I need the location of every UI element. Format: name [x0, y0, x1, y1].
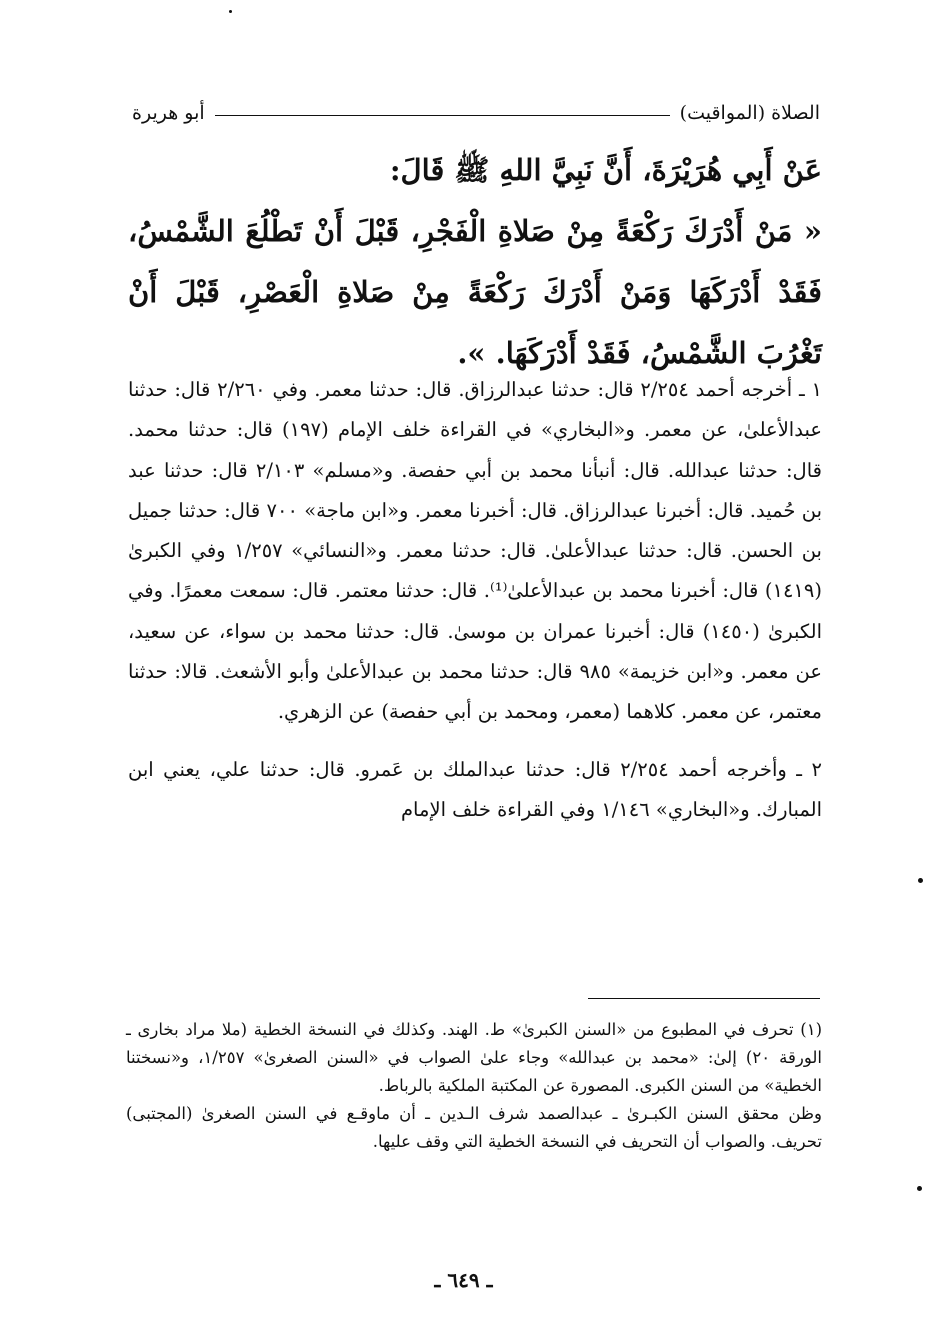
page-number: ـ ٦٤٩ ـ	[434, 1268, 493, 1292]
hadith-intro: عَنْ أَبِي هُرَيْرَةَ، أَنَّ نَبِيَّ اللهِ ﷺ قَالَ:	[389, 153, 822, 187]
hadith-text-block	[128, 140, 822, 384]
footnote-1: (١) تحرف في المطبوع من «السنن الكبرىٰ» ط. الهند. وكذلك في النسخة الخطية (ملا مراد بخارى ـ الورقة ٢٠) إلىٰ: «محمد بن عبدالله» وجاء علىٰ الصواب في «السنن الصغرىٰ» ١/٢٥٧، و«نسختنا الخطية» من السنن الكبرى. المصورة عن المكتبة الملكية بالرباط.	[126, 1020, 822, 1095]
header-narrator-title: أبو هريرة	[132, 102, 205, 124]
hadith-body: « مَنْ أَدْرَكَ رَكْعَةً مِنْ صَلاةِ الْفَجْرِ، قَبْلَ أَنْ تَطْلُعَ الشَّمْسُ، فَقَدْ أَدْرَكَهَا وَمَنْ أَدْرَكَ رَكْعَةً مِنْ صَلاةِ الْعَصْرِ، قَبْلَ أَنْ تَغْرُبَ الشَّمْسُ، فَقَدْ أَدْرَكَهَا. ».	[128, 214, 822, 370]
scan-speck	[229, 10, 232, 13]
takhrij-paragraph-2: ٢ ـ وأخرجه أحمد ٢/٢٥٤ قال: حدثنا عبدالملك بن عَمرو. قال: حدثنا علي، يعني ابن المبارك. و«البخاري» ١/١٤٦ وفي القراءة خلف الإمام	[128, 757, 822, 821]
footnote-continuation: وظن محقق السنن الكبـرىٰ ـ عبدالصمد شرف الـدين ـ أن ماوقـع في السنن الصغرىٰ (المجتبى) تحريف. والصواب أن التحريف في النسخة الخطية التي وقف عليها.	[126, 1104, 822, 1151]
takhrij-paragraph-1: ١ ـ أخرجه أحمد ٢/٢٥٤ قال: حدثنا عبدالرزاق. قال: حدثنا معمر. وفي ٢/٢٦٠ قال: حدثنا عبدالأعلىٰ، عن معمر. و«البخاري» في القراءة خلف الإمام (١٩٧) قال: حدثنا محمد. قال: حدثنا عبدالله. قال: أنبأنا محمد بن أبي حفصة. و«مسلم» ٢/١٠٣ قال: حدثنا عبد بن حُميد. قال: أخبرنا عبدالرزاق. قال: أخبرنا معمر. و«ابن ماجة» ٧٠٠ قال: حدثنا جميل بن الحسن. قال: حدثنا عبدالأعلىٰ. قال: حدثنا معمر. و«النسائي» ١/٢٥٧ وفي الكبرىٰ (١٤١٩) قال: أخبرنا محمد بن عبدالأعلىٰ⁽¹⁾. قال: حدثنا معتمر. قال: سمعت معمرًا. وفي الكبرىٰ (١٤٥٠) قال: أخبرنا عمران بن موسىٰ. قال: حدثنا محمد بن سواء، عن سعيد، عن معمر. و«ابن خزيمة» ٩٨٥ قال: حدثنا محمد بن عبدالأعلىٰ وأبو الأشعث. قالا: حدثنا معتمر، عن معمر. كلاهما (معمر، ومحمد بن أبي حفصة) عن الزهري.	[128, 378, 823, 724]
footnotes-section	[126, 1016, 822, 1156]
footnote-separator	[588, 998, 820, 999]
header-chapter-title: الصلاة (المواقيت)	[679, 102, 820, 124]
binding-mark	[917, 1186, 922, 1191]
binding-mark	[918, 878, 923, 883]
takhrij-section	[128, 370, 822, 847]
header-rule	[215, 115, 670, 116]
running-header	[132, 96, 820, 130]
